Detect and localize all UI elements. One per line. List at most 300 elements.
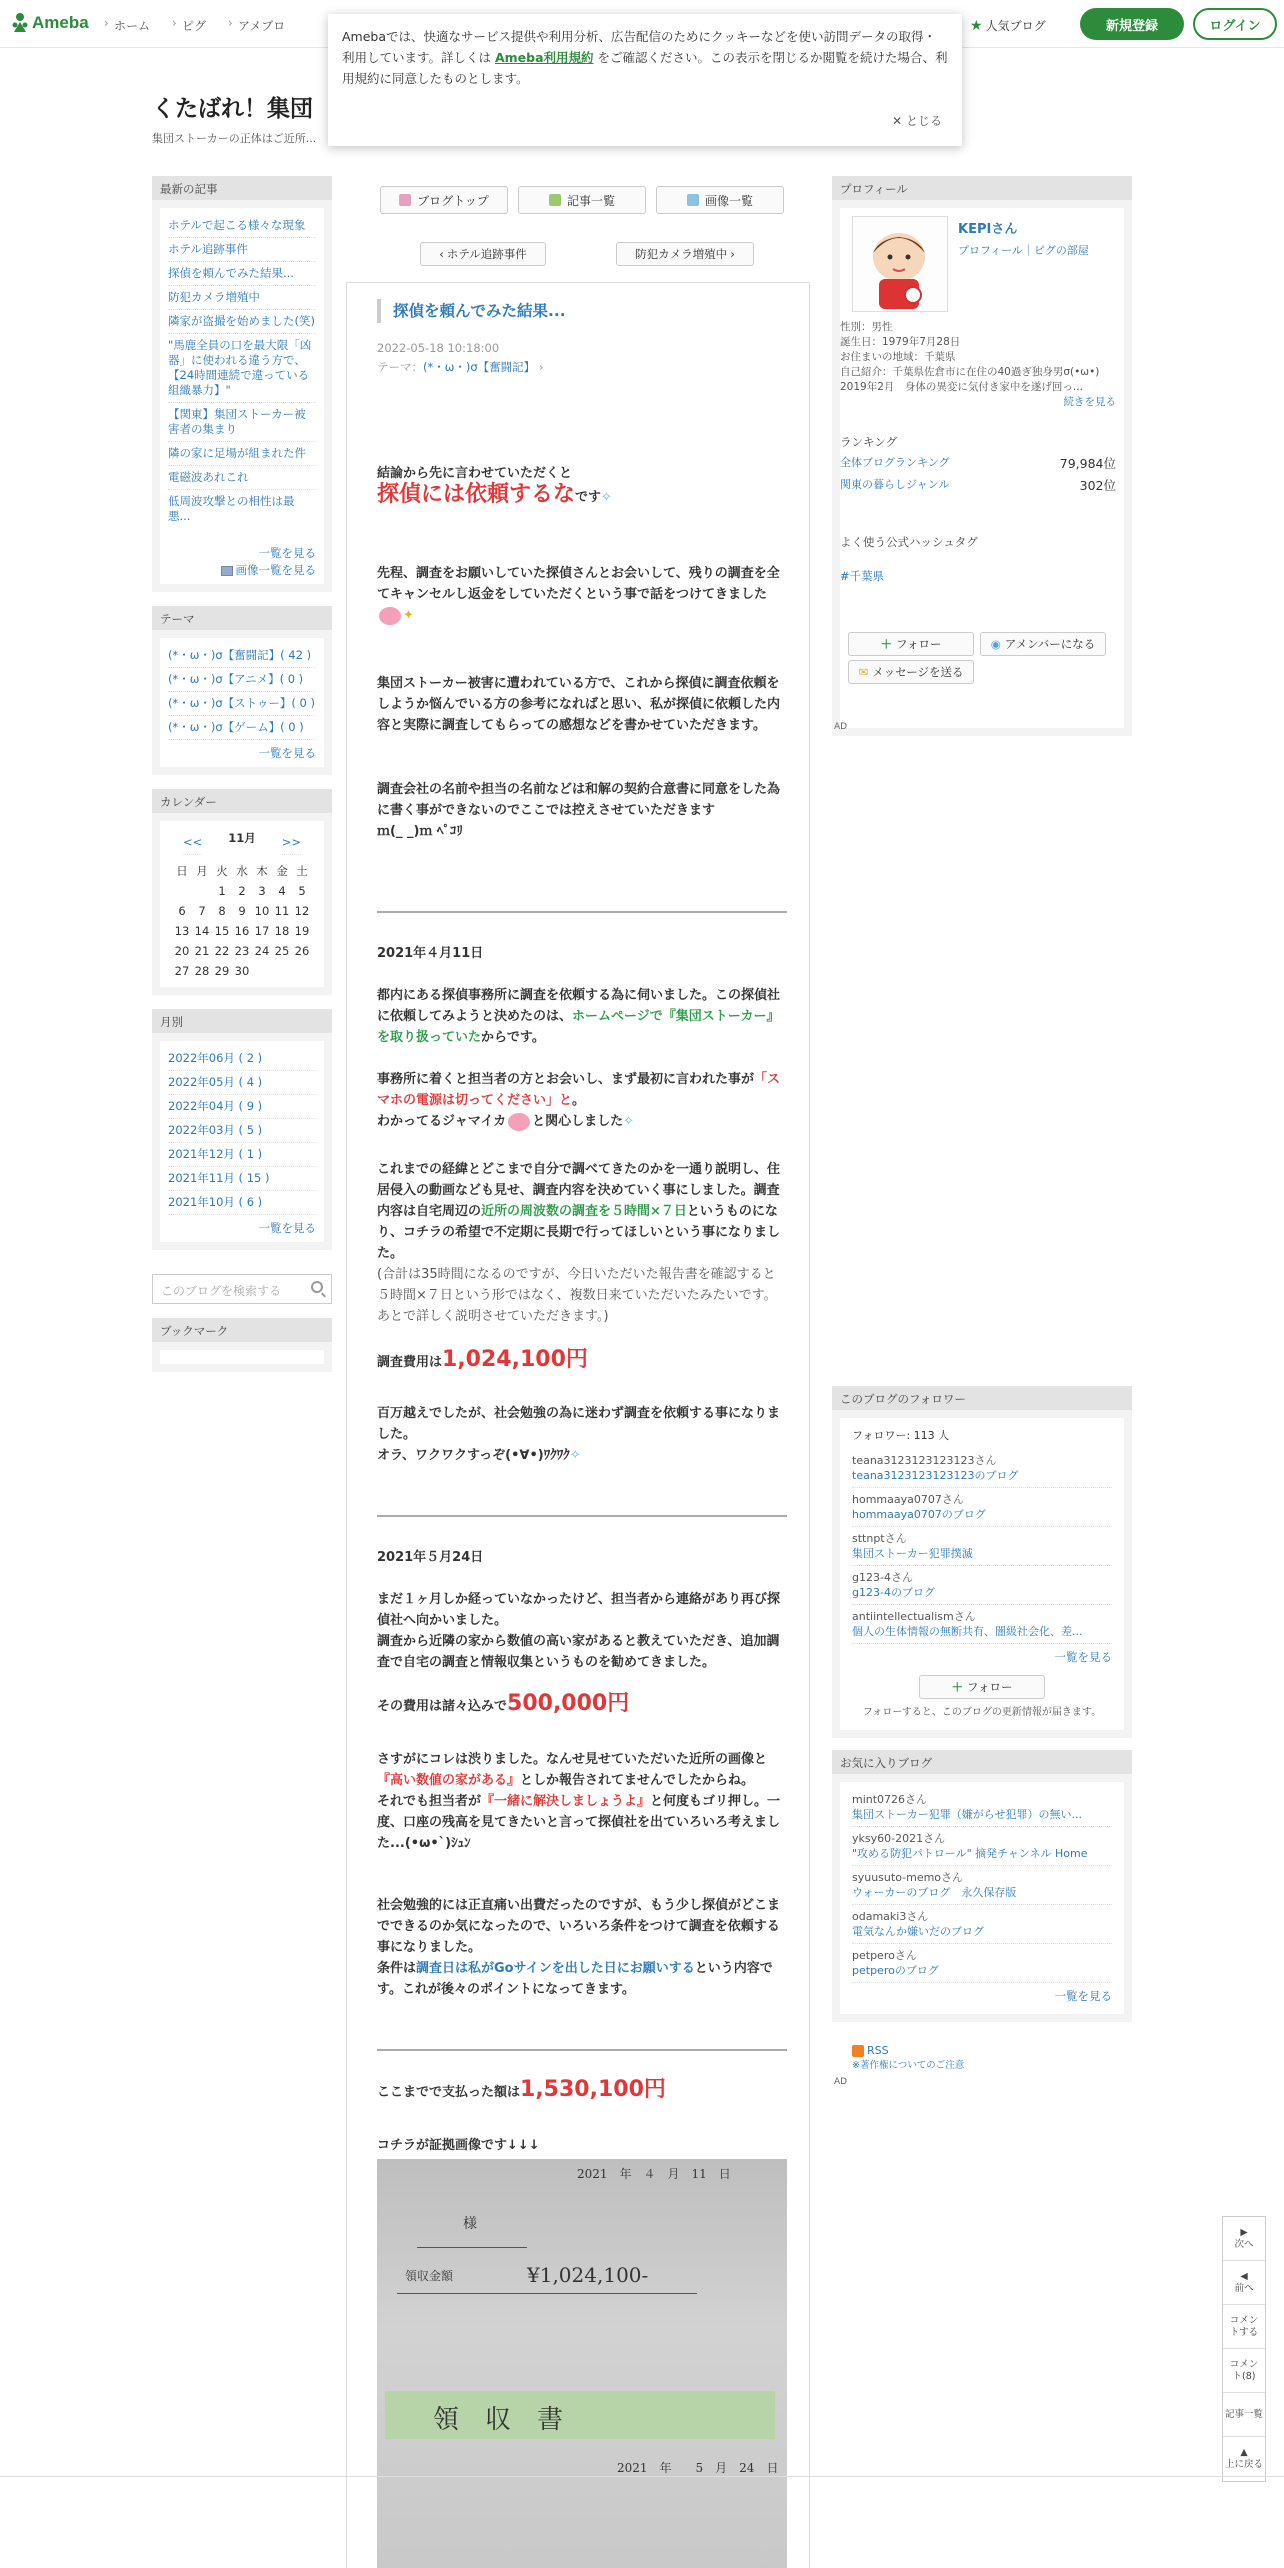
entry-list-button[interactable] — [1223, 2393, 1265, 2437]
pig-emoji-icon — [379, 607, 401, 625]
date-heading: 2021年４月11日 — [377, 946, 484, 961]
monthly-list-more[interactable]: 一覧を見る — [258, 1221, 316, 1235]
popular-blog-link[interactable] — [970, 17, 1046, 34]
calendar-next[interactable]: >> — [282, 831, 301, 855]
calendar-day: 19 — [294, 923, 310, 938]
calendar-day: 5 — [298, 883, 306, 898]
month-item[interactable]: 2022年04月 ( 9 ) — [168, 1095, 316, 1119]
tab-image-list-label: 画像一覧 — [704, 193, 753, 208]
image-list-more-label: 画像一覧を見る — [235, 563, 316, 577]
recent-item[interactable]: 電磁波あれこれ — [168, 466, 316, 490]
favorite-blog[interactable]: petperoのブログ — [852, 1964, 939, 1977]
followers-list — [840, 1418, 1124, 1730]
paragraph-text: 。 — [572, 1093, 586, 1108]
calendar-week — [172, 961, 312, 981]
tab-entry-list-label: 記事一覧 — [566, 193, 615, 208]
bookmark-list — [160, 1350, 324, 1364]
mail-icon: ✉ — [858, 665, 869, 679]
cookie-text-1: Amebaでは、快適なサービス提供や利用分析、広告配信のためにクッキーなどを使い訪問データの取得・利用しています。詳しくは — [342, 29, 937, 65]
follower-blog[interactable]: 個人の生体情報の無断共有、闇級社会化、差... — [852, 1625, 1083, 1638]
divider — [377, 1515, 787, 1517]
comment-button[interactable] — [1223, 2305, 1265, 2349]
followers-section — [832, 1386, 1132, 2087]
total-label: ここまでで支払った額は — [377, 2085, 521, 2100]
weekday: 木 — [256, 863, 268, 878]
calendar-day — [292, 961, 312, 981]
follower-item — [852, 1527, 1112, 1566]
prev-entry-button[interactable] — [1223, 2261, 1265, 2305]
calendar-day: 23 — [234, 943, 250, 958]
recent-list-more[interactable]: 一覧を見る — [258, 546, 316, 560]
month-item[interactable]: 2021年12月 ( 1 ) — [168, 1143, 316, 1167]
receipt-amount-label: 領収金額 — [405, 2269, 454, 2283]
recent-item[interactable]: ホテルで起こる様々な現象 — [168, 214, 316, 238]
divider — [377, 911, 787, 913]
favorite-blog[interactable]: 集団ストーカー犯罪（嫌がらせ犯罪）の無い... — [852, 1808, 1082, 1821]
play-icon: ▶ — [1240, 2226, 1248, 2238]
profile-card — [840, 208, 1124, 728]
paragraph-text: という内容です。これが後々のポイントになってきます。 — [377, 1961, 773, 1997]
ameba-logo-icon — [12, 12, 28, 34]
popular-blog-label: 人気ブログ — [985, 19, 1046, 33]
paragraph — [377, 1159, 787, 1327]
amember-button-label: アメンバーになる — [1004, 637, 1096, 651]
sparkle-icon: ✧ — [569, 1448, 581, 1463]
comment-label: コメントする — [1229, 2314, 1259, 2338]
followers-box — [832, 1410, 1132, 1738]
theme-item[interactable]: (*・ω・)σ【奮闘記】( 42 ) — [168, 644, 316, 668]
favorite-user: mint0726さん — [852, 1793, 928, 1806]
theme-list — [160, 638, 324, 767]
paragraph-text: 都内にある探偵事務所に調査を依頼する為に伺いました。この探偵社に依頼してみようと決めたのは、 — [377, 988, 781, 1024]
recent-item[interactable]: "馬鹿全員の口を最大限「凶器」に使われる違う方で、【24時間連続で違っている組織暴力】" — [168, 334, 316, 403]
calendar-day: 16 — [234, 923, 250, 938]
receipt-sama: 様 — [463, 2216, 477, 2232]
paragraph-text: これまでの経緯とどこまで自分で調べてきたのかを一通り説明し、住居侵入の動画なども見せ、調査内容を決めていく事にしました。調査内容は自宅周辺の — [377, 1162, 781, 1219]
receipt-title: 領 収 書 — [433, 2405, 564, 2435]
fee-line — [377, 1349, 787, 1373]
calendar-day: 3 — [258, 883, 266, 898]
paragraph — [377, 1589, 787, 1673]
profile-birthday: 誕生日：1979年7月28日 — [840, 336, 961, 348]
calendar-day: 4 — [278, 883, 286, 898]
theme-link[interactable]: (*・ω・)σ【奮闘記】 — [423, 360, 536, 374]
follower-item — [852, 1449, 1112, 1488]
ranking-genre-label[interactable]: 関東の暮らしジャンル — [840, 478, 950, 491]
paragraph-text — [377, 1445, 787, 1466]
entry-list-label: 記事一覧 — [1224, 2408, 1263, 2420]
month-item[interactable]: 2022年03月 ( 5 ) — [168, 1119, 316, 1143]
weekday: 金 — [276, 863, 288, 878]
total-line — [377, 2079, 787, 2103]
rss-link[interactable] — [852, 2044, 1132, 2057]
follower-item — [852, 1605, 1112, 1644]
rss-label[interactable]: RSS — [867, 2044, 889, 2057]
blog-description: 集団ストーカーの正体はご近所... — [152, 132, 317, 145]
profile-sex: 性別：男性 — [840, 321, 893, 333]
sparkle-icon: ✦ — [403, 608, 414, 623]
calendar-day: 25 — [274, 943, 290, 958]
paragraph-text: ｍ(_ _)ｍ ﾍﾟｺﾘ — [377, 824, 463, 839]
theme-list-more[interactable]: 一覧を見る — [258, 746, 316, 760]
recent-item[interactable]: 隣の家に足場が組まれた件 — [168, 442, 316, 466]
calendar-day: 29 — [214, 963, 230, 978]
fee-label: その費用は諸々込みで — [377, 1699, 508, 1714]
calendar-week — [172, 881, 312, 901]
fee-label: 調査費用は — [377, 1355, 443, 1370]
calendar-day: 27 — [174, 963, 190, 978]
paragraph-text: 集団ストーカー被害に遭われている方で、これから探偵に調査依頼をしようか悩んでいる方の参考になればと思い、私が探偵に依頼した内容と実際に調査してもらっての感想などを書かせていただきます。 — [377, 676, 781, 733]
follow-button-2-label: フォロー — [967, 1679, 1013, 1694]
signup-button[interactable]: 新規登録 — [1080, 8, 1184, 40]
fee-line — [377, 1693, 787, 1717]
nav-home[interactable]: › ホーム — [104, 17, 150, 34]
bookmark-box — [152, 1342, 332, 1372]
article-date: 2022-05-18 10:18:00 — [377, 341, 500, 355]
right-sidebar — [832, 176, 1132, 736]
message-button[interactable] — [848, 660, 974, 684]
follow-button-2[interactable] — [919, 1675, 1045, 1699]
monthly-box — [152, 1033, 332, 1250]
fee-amount: 1,024,100円 — [442, 1347, 588, 1372]
receipt-photo[interactable] — [377, 2159, 787, 2568]
tab-entry-list[interactable] — [518, 186, 646, 214]
paragraph — [377, 1895, 787, 2000]
paragraph-text: というものになり、コチラの希望で不定期に長期で行ってほしいという事になりました。 — [377, 1204, 781, 1261]
calendar-nav — [168, 831, 316, 855]
follower-user: antiintellectualismさん — [852, 1610, 976, 1623]
profile-intro: 自己紹介：千葉県佐倉市に在住の40過ぎ独身男σ(•ω•) 2019年2月 身体の異変に気付き家中を遂げ回っ... — [840, 366, 1100, 393]
calendar-day: 7 — [198, 903, 206, 918]
calendar-day: 6 — [178, 903, 186, 918]
ameba-logo-text: Ameba — [32, 13, 89, 32]
prev-article-button[interactable] — [420, 242, 546, 266]
list-icon — [549, 194, 561, 206]
message-button-label: メッセージを送る — [872, 665, 964, 679]
favorites-header: お気に入りブログ — [832, 1750, 1132, 1774]
calendar-day: 8 — [218, 903, 226, 918]
calendar — [160, 821, 324, 987]
plus-icon: ＋ — [951, 1679, 964, 1694]
back-icon: ◀ — [1240, 2270, 1248, 2282]
star-icon: ★ — [970, 17, 983, 34]
ad-label: AD — [834, 2077, 848, 2087]
highlight-text: 『高い数値の家がある』 — [377, 1773, 521, 1788]
follower-item — [852, 1566, 1112, 1605]
conclusion-tail: です — [575, 490, 602, 505]
receipt-date-2: 2021 年 5 月 24 日 — [617, 2461, 779, 2475]
hashtag[interactable]: #千葉県 — [840, 569, 885, 583]
calendar-day: 30 — [234, 963, 250, 978]
follow-button-label: フォロー — [896, 637, 942, 651]
month-item[interactable]: 2022年05月 ( 4 ) — [168, 1071, 316, 1095]
paragraph-text: 百万越えでしたが、社会勉強の為に迷わず調査を依頼する事になりました。 — [377, 1406, 781, 1442]
followers-header: このブログのフォロワー — [832, 1386, 1132, 1410]
next-article-button[interactable] — [616, 242, 754, 266]
sparkle-icon: ✧ — [623, 1114, 635, 1129]
login-button[interactable]: ログイン — [1193, 8, 1277, 40]
nav-pigg[interactable]: › ピグ — [172, 17, 206, 34]
calendar-week — [172, 921, 312, 941]
article-title[interactable]: 探偵を頼んでみた結果... — [377, 299, 566, 323]
theme-label: テーマ： — [377, 360, 423, 374]
recent-item[interactable]: 隣家が盗撮を始めました(笑) — [168, 310, 316, 334]
chevron-right-icon: › — [538, 360, 544, 374]
ranking-overall-value: 79,984位 — [1059, 456, 1116, 471]
receipt-line — [417, 2247, 527, 2248]
favorite-user: odamaki3さん — [852, 1910, 929, 1923]
sparkle-icon: ✧ — [601, 490, 612, 505]
calendar-day: 26 — [294, 943, 310, 958]
calendar-day — [252, 961, 272, 981]
paragraph-text: 調査会社の名前や担当の名前などは和解の契約合意書に同意をした為に書く事ができないのでここでは控えさせていただきます — [377, 782, 781, 818]
paragraph — [377, 563, 787, 626]
follower-user: teana3123123123123さん — [852, 1454, 997, 1467]
paragraph — [377, 463, 787, 508]
paragraph-text: わかってるジャマイカ — [377, 1114, 507, 1129]
weekday: 日 — [176, 863, 188, 878]
favorite-blog[interactable]: 電気なんか嫌いだのブログ — [852, 1925, 984, 1938]
weekday: 土 — [296, 863, 308, 878]
prev-article-label: ホテル追跡事件 — [446, 247, 527, 261]
date-heading: 2021年５月24日 — [377, 1550, 484, 1565]
ranking-overall-label[interactable]: 全体ブログランキング — [840, 456, 950, 469]
paragraph-text — [377, 1958, 787, 2000]
favorites-list — [840, 1782, 1124, 2014]
plus-icon: ＋ — [880, 637, 893, 651]
back-to-top-label: 上に戻る — [1224, 2459, 1263, 2470]
follow-button[interactable] — [848, 632, 974, 656]
image-list-more[interactable] — [168, 563, 316, 578]
highlight-text: 「スマホの電源は切ってください」と — [377, 1072, 781, 1108]
favorites-more[interactable]: 一覧を見る — [1054, 1989, 1112, 2003]
theme-item[interactable]: (*・ω・)σ【アニメ】( 0 ) — [168, 668, 316, 692]
tab-image-list[interactable] — [656, 186, 784, 214]
back-to-top-button[interactable] — [1223, 2437, 1265, 2481]
favorite-user: petperoさん — [852, 1949, 917, 1962]
favorite-item — [852, 1905, 1112, 1944]
calendar-day — [192, 881, 212, 901]
conclusion-emphasis: 探偵には依頼するな — [377, 482, 576, 507]
blog-search-input[interactable] — [152, 1274, 332, 1304]
calendar-day — [172, 881, 192, 901]
paragraph — [377, 779, 787, 842]
favorite-blog[interactable]: ウォーカーのブログ 永久保存版 — [852, 1886, 1017, 1899]
hashtag-label: よく使う公式ハッシュタグ — [840, 535, 978, 549]
profile-area: お住まいの地域：千葉県 — [840, 351, 956, 363]
weekday: 水 — [236, 863, 248, 878]
profile-box — [832, 200, 1132, 736]
paragraph — [377, 1403, 787, 1466]
camera-icon — [687, 194, 699, 206]
calendar-day: 14 — [194, 923, 210, 938]
cookie-banner — [328, 14, 962, 146]
profile-links[interactable]: プロフィール｜ピグの部屋 — [958, 244, 1089, 257]
follower-user: hommaaya0707さん — [852, 1493, 964, 1506]
highlight-text: 『一緒に解決しましょうよ』 — [481, 1794, 651, 1809]
pig-emoji-icon — [508, 1113, 530, 1131]
paragraph-text: と何度もゴリ押し。一度、口座の残高を見てきたいと言って探偵社を出ていろいろ考えました...(•ω•`)ｼｭﾝ — [377, 1794, 781, 1851]
image-icon — [221, 566, 233, 576]
tab-blog-top-label: ブログトップ — [417, 193, 489, 208]
paragraph-text: さすがにコレは渋りました。なんせ見せていただいた近所の画像と — [377, 1752, 768, 1767]
paragraph-text: それでも担当者が — [377, 1794, 482, 1809]
ameba-logo[interactable] — [12, 12, 89, 34]
weekday: 月 — [196, 863, 208, 878]
search-placeholder: このブログを検索する — [161, 1284, 282, 1298]
weekday: 火 — [216, 863, 228, 878]
ranking — [840, 434, 1116, 584]
intro-text: 結論から先に言わせていただくと — [377, 466, 573, 481]
chevron-left-icon: ‹ — [439, 247, 444, 261]
paragraph-text: 調査から近隣の家から数値の高い家があると教えていただき、追加調査で自宅の調査と情報収集というものを勧めてきました。 — [377, 1634, 780, 1670]
favorite-item — [852, 1788, 1112, 1827]
recent-box — [152, 200, 332, 592]
terms-link[interactable]: Ameba利用規約 — [494, 50, 594, 65]
month-item[interactable]: 2022年06月 ( 2 ) — [168, 1047, 316, 1071]
paragraph-text: としか報告されてませんでしたからね。 — [520, 1773, 755, 1788]
follower-user: g123-4さん — [852, 1571, 913, 1584]
ad-label: AD — [834, 722, 848, 732]
favorite-user: syuusuto-memoさん — [852, 1871, 964, 1884]
monthly-header: 月別 — [152, 1009, 332, 1033]
favorite-blog[interactable]: "攻める防犯パトロール" 摘発チャンネル Home — [852, 1847, 1088, 1860]
calendar-weekdays — [172, 861, 312, 881]
amember-button[interactable] — [980, 632, 1106, 656]
profile-more-link[interactable]: 続きを見る — [1063, 396, 1116, 408]
calendar-day: 17 — [254, 923, 270, 938]
calendar-day: 24 — [254, 943, 270, 958]
divider — [377, 2049, 787, 2051]
blog-tabs — [380, 186, 784, 214]
calendar-day: 1 — [218, 883, 226, 898]
nav-ameblo[interactable]: › アメブロ — [228, 17, 285, 34]
calendar-box — [152, 813, 332, 995]
month-item[interactable]: 2021年11月 ( 15 ) — [168, 1167, 316, 1191]
recent-list — [160, 208, 324, 584]
paragraph-text: 条件は — [377, 1961, 417, 1976]
calendar-day: 21 — [194, 943, 210, 958]
cookie-text-2: をご確認ください。この表示を閉じるか閲覧を続けた場合、利用規約に同意したものとします。 — [342, 50, 948, 86]
follower-blog[interactable]: 集団ストーカー犯罪撲滅 — [852, 1547, 973, 1560]
global-nav — [104, 17, 285, 34]
comment-count-label: コメント(8) — [1229, 2358, 1259, 2382]
total-amount: 1,530,100円 — [520, 2077, 666, 2102]
calendar-day: 15 — [214, 923, 230, 938]
calendar-grid — [172, 861, 312, 981]
calendar-day: 20 — [174, 943, 190, 958]
calendar-day — [272, 961, 292, 981]
copyright-note-link[interactable]: ※著作権についてのご注意 — [852, 2060, 965, 2071]
favorites-box — [832, 1774, 1132, 2022]
paragraph-text: まだ１ヶ月しか経っていなかったけど、担当者から連絡があり再び探偵社へ向かいました。 — [377, 1592, 781, 1628]
next-entry-button[interactable] — [1223, 2217, 1265, 2261]
amember-icon: ◉ — [990, 637, 1001, 651]
monthly-list — [160, 1041, 324, 1242]
cookie-close-button[interactable]: ✕ とじる — [892, 114, 942, 128]
prev-entry-label: 前へ — [1234, 2282, 1254, 2294]
follower-count: フォロワー: 113 人 — [852, 1429, 950, 1442]
recent-item[interactable]: 防犯カメラ増殖中 — [168, 286, 316, 310]
article-theme — [377, 359, 543, 375]
theme-header: テーマ — [152, 606, 332, 630]
home-icon — [399, 194, 411, 206]
ranking-label: ランキング — [840, 435, 898, 449]
follower-blog[interactable]: hommaaya0707のブログ — [852, 1508, 986, 1521]
follow-note: フォローすると、このブログの更新情報が届きます。 — [862, 1707, 1102, 1718]
comment-count-button[interactable] — [1223, 2349, 1265, 2393]
avatar[interactable] — [852, 216, 948, 312]
calendar-week — [172, 901, 312, 921]
receipt-paper — [377, 2159, 787, 2568]
recent-item[interactable]: 探偵を頼んでみた結果... — [168, 262, 316, 286]
floating-nav — [1222, 2216, 1266, 2482]
calendar-day: 22 — [214, 943, 230, 958]
calendar-prev[interactable]: << — [183, 831, 202, 855]
blog-title[interactable]: くたばれ！集団 — [152, 96, 313, 122]
calendar-week — [172, 941, 312, 961]
ranking-row[interactable] — [840, 476, 1116, 494]
calendar-day: 9 — [238, 903, 246, 918]
rss-icon — [852, 2045, 864, 2057]
highlight-text: 調査日は私がGoサインを出した日にお願いする — [416, 1961, 695, 1976]
search-icon[interactable] — [311, 1281, 323, 1293]
theme-item[interactable]: (*・ω・)σ【ストゥー】( 0 ) — [168, 692, 316, 716]
follower-user: sttnptさん — [852, 1532, 907, 1545]
paragraph — [377, 673, 787, 736]
paragraph-text: 事務所に着くと担当者の方とお会いし、まず最初に言われた事が — [377, 1072, 755, 1087]
recent-header: 最新の記事 — [152, 176, 332, 200]
follower-blog[interactable]: g123-4のブログ — [852, 1586, 935, 1599]
month-item[interactable]: 2021年10月 ( 6 ) — [168, 1191, 316, 1215]
favorite-item — [852, 1944, 1112, 1983]
profile-info — [840, 320, 1116, 410]
calendar-day: 2 — [238, 883, 246, 898]
followers-more[interactable]: 一覧を見る — [1054, 1650, 1112, 1664]
favorite-item — [852, 1827, 1112, 1866]
recent-item[interactable]: 【関東】集団ストーカー被害者の集まり — [168, 403, 316, 442]
highlight-text: ホームページで『集団ストーカー』を取り扱っていた — [377, 1009, 780, 1045]
recent-item[interactable]: ホテル追跡事件 — [168, 238, 316, 262]
profile-name[interactable]: KEPIさん — [958, 222, 1018, 237]
note-text: (合計は35時間になるのですが、今日いただいた報告書を確認すると５時間×７日という形ではなく、複数日来ていただいたみたいです。あとで詳しく説明させていただきます。) — [377, 1267, 777, 1324]
receipt-amount: ¥1,024,100- — [527, 2263, 649, 2287]
recent-item[interactable]: 低周波攻撃との相性は最悪... — [168, 494, 295, 523]
follower-item — [852, 1488, 1112, 1527]
paragraph-text: 社会勉強的には正直痛い出費だったのですが、もう少し探偵がどこまでできるのか気になったので、いろいろ条件をつけて調査を依頼する事になりました。 — [377, 1898, 781, 1955]
calendar-day: 18 — [274, 923, 290, 938]
favorite-user: yksy60-2021さん — [852, 1832, 946, 1845]
up-icon: ▲ — [1240, 2447, 1248, 2458]
paragraph-text: と関心しました — [532, 1114, 624, 1129]
paragraph — [377, 1749, 787, 1854]
paragraph-text: オラ、ワクワクすっぞ(•∀•)ﾜｸﾜｸ — [377, 1448, 570, 1463]
highlight-text: 近所の周波数の調査を５時間×７日 — [481, 1204, 687, 1219]
follower-blog[interactable]: teana3123123123123のブログ — [852, 1469, 1019, 1482]
favorite-item — [852, 1866, 1112, 1905]
theme-item[interactable]: (*・ω・)σ【ゲーム】( 0 ) — [168, 716, 316, 740]
paragraph-text: からです。 — [481, 1030, 545, 1045]
bookmark-header: ブックマーク — [152, 1318, 332, 1342]
photo-caption: コチラが証拠画像です↓↓↓ — [377, 2138, 540, 2153]
paragraph — [377, 985, 787, 1048]
tab-blog-top[interactable] — [380, 186, 508, 214]
calendar-month: 11月 — [228, 831, 256, 845]
ranking-row[interactable] — [840, 454, 1116, 472]
fee-amount: 500,000円 — [507, 1691, 630, 1716]
paragraph — [377, 1069, 787, 1132]
calendar-day: 10 — [254, 903, 270, 918]
